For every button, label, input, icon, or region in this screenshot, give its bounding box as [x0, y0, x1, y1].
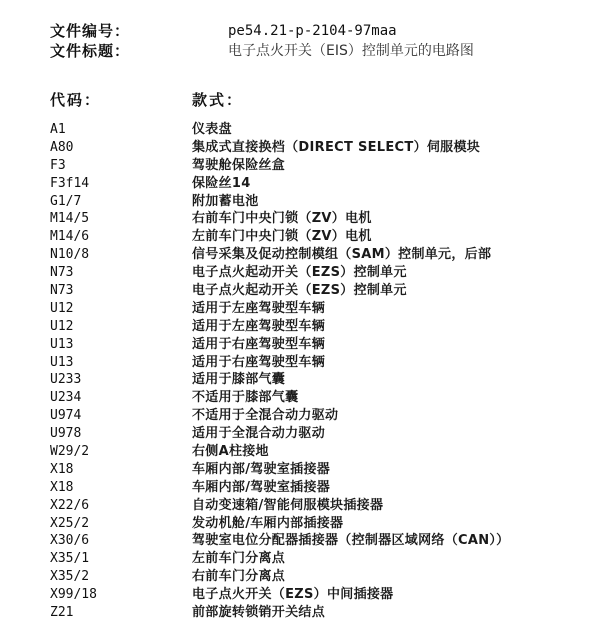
component-code: Z21: [50, 605, 74, 621]
component-description: 适用于右座驾驶型车辆: [192, 336, 326, 352]
table-row: [50, 425, 595, 443]
component-description: 左前车门分离点: [192, 551, 286, 567]
component-description: 保险丝14: [192, 175, 251, 191]
table-row: [50, 246, 595, 264]
component-code: W29/2: [50, 444, 90, 460]
table-row: [50, 193, 595, 211]
component-code: U234: [50, 390, 82, 406]
table-row: [50, 318, 595, 336]
component-code: X22/6: [50, 497, 90, 513]
table-row: [50, 264, 595, 282]
component-code: U12: [50, 300, 74, 316]
table-row: [50, 354, 595, 372]
table-row: [50, 175, 595, 193]
component-description: 自动变速箱/智能伺服模块插接器: [192, 497, 384, 513]
component-code: U13: [50, 336, 74, 352]
table-row: [50, 121, 595, 139]
table-row: [50, 407, 595, 425]
component-description: 车厢内部/驾驶室插接器: [192, 461, 331, 477]
table-row: [50, 228, 595, 246]
table-row: [50, 532, 595, 550]
doc-title-label: 文件标题：: [50, 42, 131, 60]
table-row: [50, 371, 595, 389]
component-code: X18: [50, 461, 74, 477]
component-code: F3f14: [50, 175, 90, 191]
table-row: [50, 336, 595, 354]
component-description: 驾驶舱保险丝盒: [192, 157, 286, 173]
table-row: [50, 550, 595, 568]
table-row: [50, 586, 595, 604]
component-code: A1: [50, 122, 66, 137]
table-row: [50, 443, 595, 461]
component-description: 右前车门中央门锁（ZV）电机: [192, 211, 372, 227]
component-code: U13: [50, 354, 74, 370]
component-description: 左前车门中央门锁（ZV）电机: [192, 229, 372, 245]
component-description: 右侧A柱接地: [192, 444, 269, 460]
component-description: 适用于左座驾驶型车辆: [192, 300, 326, 316]
component-description: 不适用于全混合动力驱动: [192, 408, 339, 424]
component-description: 适用于全混合动力驱动: [192, 426, 326, 442]
component-description: 集成式直接换档（DIRECT SELECT）伺服模块: [192, 139, 481, 155]
component-description: 发动机舱/车厢内部插接器: [192, 515, 344, 531]
doc-number-label: 文件编号：: [50, 22, 131, 40]
component-code: N73: [50, 265, 74, 281]
component-code: U978: [50, 426, 82, 442]
component-description: 适用于右座驾驶型车辆: [192, 354, 326, 370]
component-description: 右前车门分离点: [192, 569, 286, 585]
component-code: X18: [50, 479, 74, 495]
component-list: [50, 121, 595, 622]
component-code: M14/5: [50, 211, 90, 227]
doc-number-value: pe54.21-p-2104-97maa: [228, 23, 397, 39]
table-row: [50, 282, 595, 300]
doc-number-row: [50, 20, 590, 42]
table-row: [50, 515, 595, 533]
component-code: U974: [50, 408, 82, 424]
table-row: [50, 157, 595, 175]
component-description: 车厢内部/驾驶室插接器: [192, 479, 331, 495]
doc-title-row: [50, 40, 590, 62]
component-description: 适用于膝部气囊: [192, 372, 286, 388]
column-header-model: 款式：: [192, 91, 244, 109]
component-code: X99/18: [50, 587, 97, 603]
doc-title-value: 电子点火开关（EIS）控制单元的电路图: [228, 43, 474, 59]
component-code: A80: [50, 139, 74, 155]
component-description: 适用于左座驾驶型车辆: [192, 318, 326, 334]
component-code: U12: [50, 318, 74, 334]
component-code: N10/8: [50, 247, 90, 263]
column-header-code: 代码：: [50, 91, 102, 109]
component-code: G1/7: [50, 193, 82, 209]
component-description: 信号采集及促动控制模组（SAM）控制单元，后部: [192, 247, 492, 263]
table-row: [50, 210, 595, 228]
component-code: X35/2: [50, 569, 90, 585]
component-description: 电子点火开关（EZS）中间插接器: [192, 587, 394, 603]
component-description: 不适用于膝部气囊: [192, 390, 299, 406]
component-code: X35/1: [50, 551, 90, 567]
component-code: N73: [50, 283, 74, 299]
table-row: [50, 479, 595, 497]
component-description: 前部旋转锁销开关结点: [192, 605, 326, 621]
component-description: 电子点火起动开关（EZS）控制单元: [192, 283, 407, 299]
table-row: [50, 568, 595, 586]
component-code: F3: [50, 157, 66, 173]
component-code: X30/6: [50, 533, 90, 549]
component-description: 驾驶室电位分配器插接器（控制器区域网络（CAN））: [192, 533, 510, 549]
table-row: [50, 497, 595, 515]
component-description: 仪表盘: [192, 122, 232, 137]
component-code: U233: [50, 372, 82, 388]
component-description: 附加蓄电池: [192, 193, 259, 209]
table-row: [50, 461, 595, 479]
table-row: [50, 300, 595, 318]
component-code: M14/6: [50, 229, 90, 245]
component-code: X25/2: [50, 515, 90, 531]
table-row: [50, 139, 595, 157]
component-description: 电子点火起动开关（EZS）控制单元: [192, 265, 407, 281]
table-row: [50, 389, 595, 407]
